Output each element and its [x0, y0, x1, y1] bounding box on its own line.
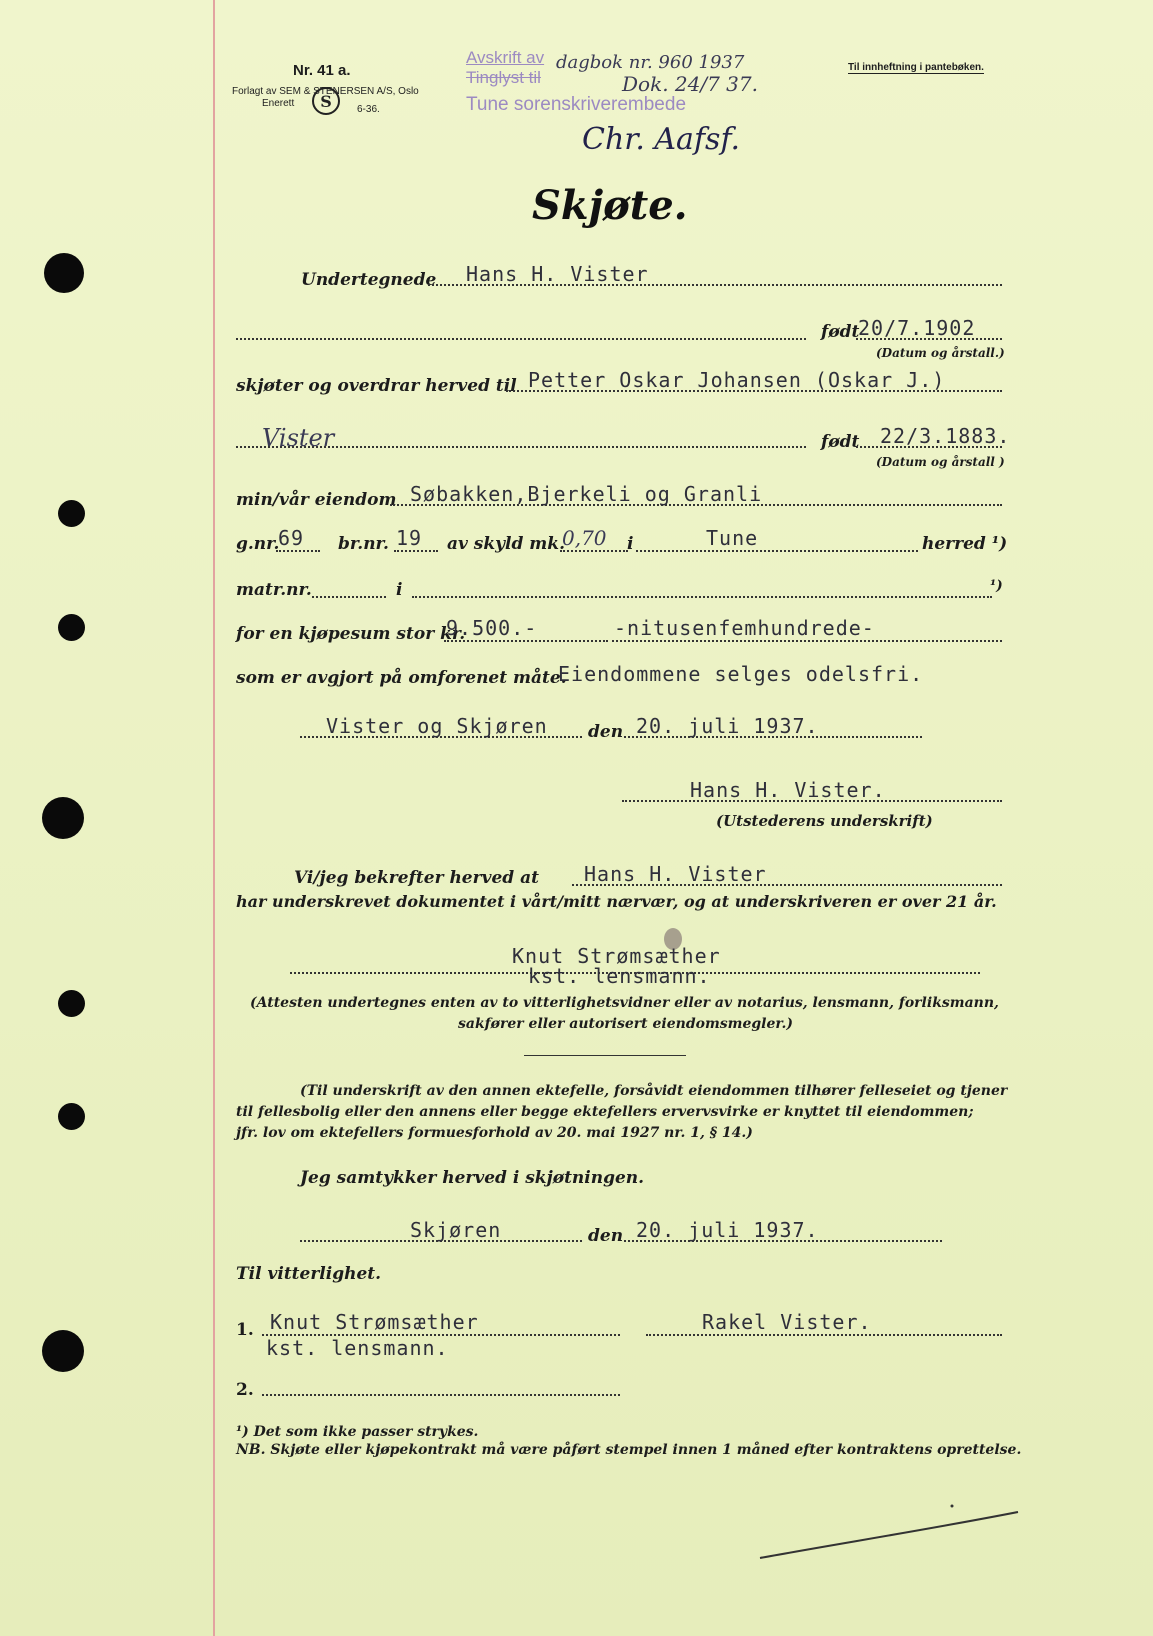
skyld-line: [560, 550, 628, 552]
buyer-born-hint: (Datum og årstall ): [876, 455, 1005, 469]
publisher-date: 6-36.: [357, 104, 380, 115]
matr-label: matr.nr.: [236, 580, 312, 600]
binder-hole: [44, 253, 84, 293]
municipality-value[interactable]: Tune: [706, 526, 759, 550]
publisher-enerett: Enerett: [262, 98, 295, 109]
binder-hole: [58, 990, 85, 1017]
brnr-label: br.nr.: [338, 534, 389, 554]
place-value[interactable]: Vister og Skjøren: [326, 714, 548, 738]
brnr-line: [394, 550, 438, 552]
matr-i: i: [396, 580, 403, 600]
buyer-place[interactable]: Vister: [262, 424, 335, 452]
price-label: for en kjøpesum stor kr.: [236, 624, 466, 644]
spouse-note-3: jfr. lov om ektefellers formuesforhold av 20. mai 1927 nr. 1, § 14.): [236, 1125, 753, 1141]
issuer-signature-line: [622, 800, 1002, 802]
witness-title[interactable]: kst. lensmann.: [528, 964, 711, 988]
binder-hole: [42, 797, 84, 839]
gnr-label: g.nr.: [236, 534, 280, 554]
buyer-label: skjøter og overdrar herved til: [236, 376, 517, 396]
price-words-line: [612, 640, 1002, 642]
witness1-number: 1.: [236, 1320, 254, 1340]
attest-note-2: sakfører eller autorisert eiendomsmegler.): [458, 1016, 793, 1032]
binder-hole: [58, 500, 85, 527]
attest-note-1: (Attesten undertegnes enten av to vitterlighetsvidner eller av notarius, lensmann, forliksmann,: [250, 995, 999, 1011]
spouse-den: den: [588, 1226, 624, 1246]
seller-name[interactable]: Hans H. Vister: [466, 262, 649, 286]
stamp-dagbok: dagbok nr. 960 1937: [556, 52, 745, 73]
gnr-value[interactable]: 69: [278, 526, 305, 550]
footnote-1: ¹) Det som ikke passer strykes.: [236, 1424, 479, 1440]
spouse-signature[interactable]: Rakel Vister.: [702, 1310, 872, 1334]
skyld-label: av skyld mk.: [447, 534, 565, 554]
spouse-note-1: (Til underskrift av den annen ektefelle, forsåvidt eiendommen tilhører felleseiet og tjener: [300, 1083, 1008, 1099]
matr-line: [312, 596, 386, 598]
margin-line: [213, 0, 215, 1636]
gnr-line: [276, 550, 320, 552]
svg-text:S: S: [320, 92, 332, 111]
footnote-2: NB. Skjøte eller kjøpekontrakt må være påført stempel innen 1 måned efter kontraktens oprettelse.: [236, 1442, 1022, 1458]
seller-born-date[interactable]: 20/7.1902: [858, 316, 976, 340]
issuer-signature[interactable]: Hans H. Vister.: [690, 778, 886, 802]
witness-heading: Til vitterlighet.: [236, 1264, 382, 1284]
spouse-note-2: til fellesbolig eller den annens eller begge ektefellers ervervsvirke er knyttet til eiendommen;: [236, 1104, 974, 1120]
confirm-name[interactable]: Hans H. Vister: [584, 862, 767, 886]
stamp-signature: Chr. Aafsf.: [582, 122, 741, 157]
witness2-number: 2.: [236, 1380, 254, 1400]
buyer-name[interactable]: Petter Oskar Johansen (Oskar J.): [528, 368, 946, 392]
witness1-title[interactable]: kst. lensmann.: [266, 1336, 449, 1360]
price-amount[interactable]: 9.500.-: [446, 616, 538, 640]
publisher-name: Forlagt av SEM & STENERSEN: [232, 86, 377, 97]
publisher-suffix: A/S, Oslo: [376, 86, 419, 97]
price-words[interactable]: -nitusenfemhundrede-: [614, 616, 875, 640]
municipality-line: [636, 550, 918, 552]
seller-label: Undertegnede: [301, 270, 437, 290]
buyer-place-line: [236, 446, 806, 448]
binder-hole: [42, 1330, 84, 1372]
confirm-text: har underskrevet dokumentet i vårt/mitt nærvær, og at underskriveren er over 21 år.: [236, 892, 997, 911]
binder-hole: [58, 614, 85, 641]
issuer-signature-caption: (Utstederens underskrift): [716, 812, 933, 830]
buyer-born-label: født: [821, 432, 860, 452]
seller-born-hint: (Datum og årstall.): [876, 346, 1005, 360]
binder-hole: [58, 1103, 85, 1130]
property-label: min/vår eiendom: [236, 490, 397, 510]
confirm-label: Vi/jeg bekrefter herved at: [294, 868, 539, 888]
top-right-note: Til innheftning i pantebøken.: [848, 62, 984, 73]
stamp-office: Tune sorenskriverembede: [466, 94, 687, 115]
price-amount-line: [444, 640, 608, 642]
spouse-consent: Jeg samtykker herved i skjøtningen.: [300, 1168, 645, 1188]
terms-text[interactable]: Eiendommene selges odelsfri.: [558, 662, 924, 686]
form-number: Nr. 41 a.: [293, 62, 351, 79]
pen-stroke: [756, 1500, 1026, 1570]
buyer-born-date[interactable]: 22/3.1883.: [880, 424, 1011, 448]
stamp-avskrift: Avskrift av: [466, 48, 545, 67]
stamp-dok: Dok. 24/7 37.: [622, 72, 758, 96]
spouse-place[interactable]: Skjøren: [410, 1218, 502, 1242]
date-value[interactable]: 20. juli 1937.: [636, 714, 819, 738]
terms-label: som er avgjort på omforenet måte.: [236, 668, 567, 688]
place-den: den: [588, 722, 624, 742]
stamp-line1: [466, 48, 544, 68]
brnr-value[interactable]: 19: [396, 526, 423, 550]
property-name[interactable]: Søbakken,Bjerkeli og Granli: [410, 482, 763, 506]
matr-i-line: [412, 596, 992, 598]
spouse-date[interactable]: 20. juli 1937.: [636, 1218, 819, 1242]
herred-label: herred ¹): [922, 534, 1008, 554]
witness1-name[interactable]: Knut Strømsæther: [270, 1310, 479, 1334]
seller-blank-line: [236, 338, 806, 340]
skyld-value[interactable]: 0,70: [562, 526, 607, 550]
witness-name[interactable]: Knut Strømsæther: [512, 944, 721, 968]
i-label: i: [627, 534, 634, 554]
matr-note: ¹): [990, 578, 1003, 594]
witness2-line: [262, 1394, 620, 1396]
spouse-signature-line: [646, 1334, 1002, 1336]
stamp-tinglyst-struck: Tinglyst til: [466, 68, 541, 87]
seller-born-label: født: [821, 322, 860, 342]
publisher-logo: [311, 86, 341, 116]
document-title: Skjøte.: [532, 182, 688, 229]
section-divider: [524, 1055, 686, 1056]
